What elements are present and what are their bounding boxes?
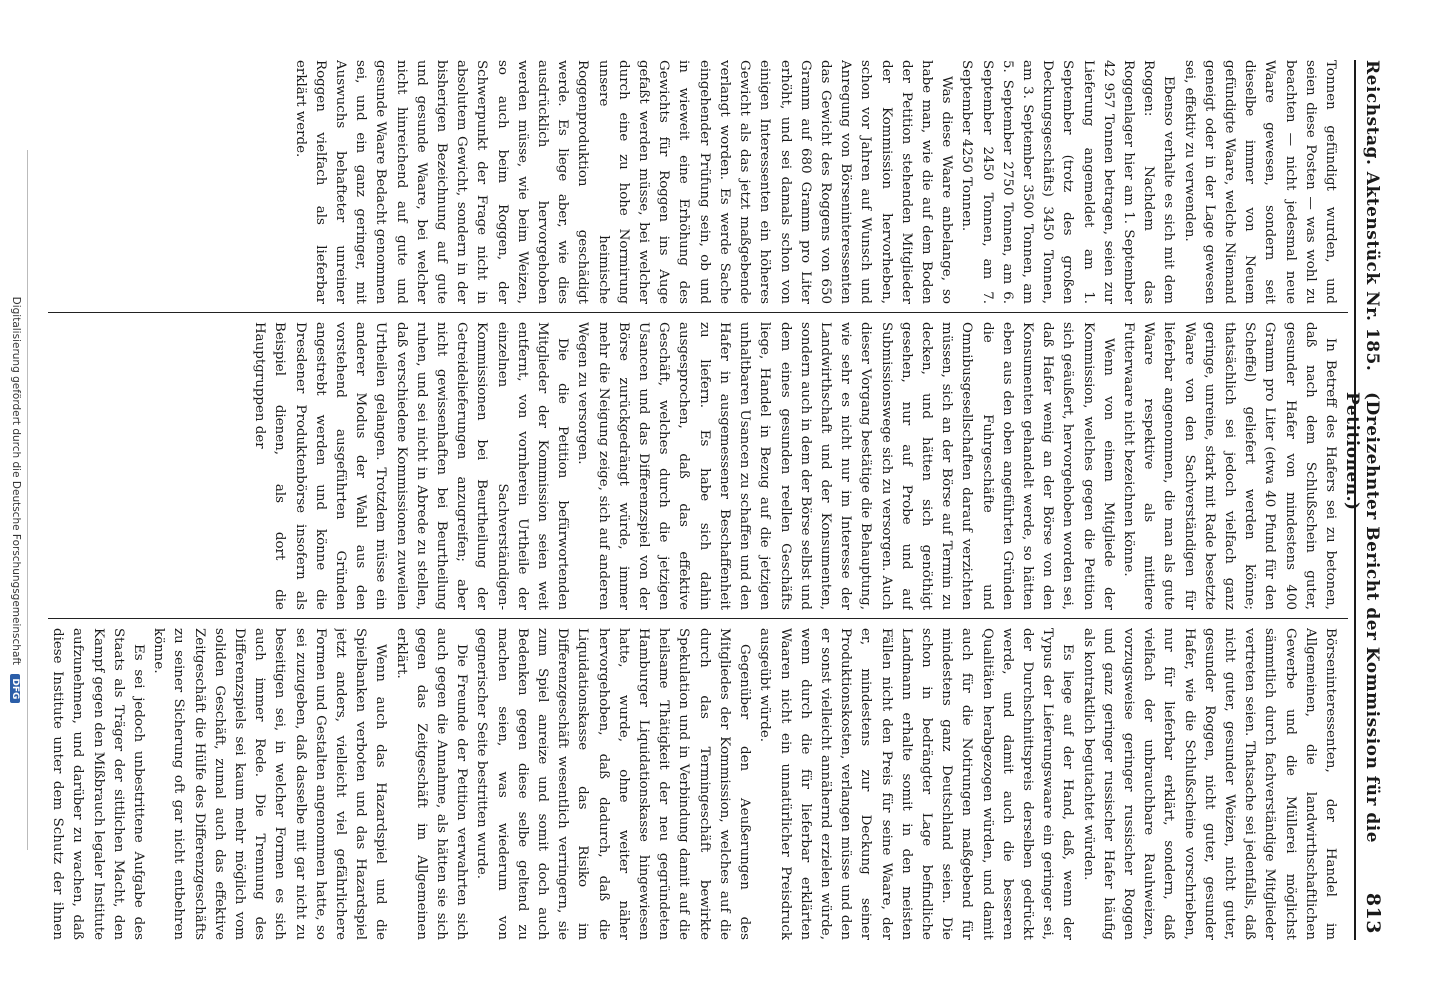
paragraph: Es liege auf der Hand, daß, wenn der Typus der Lieferungswaare ein geringer sei, der Durchschnittspreis derselben gedrückt werde, und damit auch die besseren Qualitäten herabgezogen würden, und damit auch für die Notirungen maßgebend für mindestens ganz Deutschland seien. Die schon in bedrängter Lage befindliche Landmann erhalte somit in den meisten Fällen nicht den Preis für seine Waare, der er, mindestens zur Deckung seiner Produktionskosten, verlangen müsse und den er sonst vielleicht annähernd erzielen würde, wenn durch die für lieferbar erklärten Waaren nicht ein unnatürlicher Preisdruck ausgeübt würde. xyxy=(757,628,1076,940)
paragraph: In Betreff des Hafers sei zu betonen, daß nach dem Schlußschein guter, gesunder Hafer von mindestens 400 Gramm pro Liter (etwa 40 Pfund für den Scheffel) geliefert werden könne; thatsächlich sei jedoch vielfach ganz geringe, unreine, stark mit Rade besetzte Waare von den Sachverständigen für lieferbar angenommen, die man als gute Waare respektive als mittlere Futterwaare nicht bezeichnen könne. xyxy=(1120,322,1338,610)
paragraph: Wenn auch das Hazardspiel und die Spielbanken verboten und das Hazardspiel jetzt anders, vielleicht viel gefährlichere Formen und Gestalten angenommen hatte, so sei zuzugeben, daß dasselbe mit gar nicht zu beseitigen sei, in welcher Formen es sich auch immer Rede. Die Trennung des Differenzspiels sei kaum mehr möglich vom soliden Geschäft, zumal auch das effektive Zeitgeschäft die Hülfe des Differenzgeschäfts zu seiner Sicherung oft gar nicht entbehren könne. xyxy=(151,628,389,940)
text-column-2 xyxy=(50,322,1340,610)
paragraph: Die Freunde der Petition verwahrten sich auch gegen die Annahme, als hätten sie sich gegen das Zeitgeschäft im Allgemeinen erklärt. xyxy=(393,628,470,940)
digitization-footer xyxy=(10,0,22,1000)
text-column-3 xyxy=(50,628,1340,940)
page-number: 813 xyxy=(1362,892,1384,934)
page-header xyxy=(1342,60,1386,940)
paragraph: Ebenso verhalte es sich mit dem Roggen: Nachdem das Roggenlager hier am 1. September 42 957 Tonnen betragen, seien zur Lieferung angemeldet am 1. September (trotz des großen Deckungsgeschäfts) 3450 Tonnen, am 3. September 3500 Tonnen, am 5. September 2750 Tonnen, am 6. September 2450 Tonnen, am 7. September 4250 Tonnen. xyxy=(959,60,1177,304)
footer-rule xyxy=(27,150,28,850)
footer-text: Digitalisierung gefördert durch die Deutsche Forschungsgemeinschaft xyxy=(10,296,22,666)
header-left: Reichstag. Aktenstück Nr. 185. xyxy=(1362,60,1382,372)
paragraph: Tonnen gefündigt wurden, und seien diese Posten — was wohl zu beachten — nicht jedesmal neue Waare gewesen, sondern seit dieselbe immer von Neuem gefündigte Waare, welche Niemand geneigt oder in der Lage gewesen sei, effektiv zu verwenden. xyxy=(1181,60,1338,304)
paragraph: Gegenüber den Aeußerungen des Mitgliedes der Kommission, welches auf die durch das Termingeschäft bewirkte Spekulation und in Verbindung damit auf die heilsame Thätigkeit der neu gegründeten Hamburger Liquidationskasse hingewiesen hatte, wurde, ohne weiter näher hervorgehoben, daß dadurch, daß die Liquidationskasse das Risiko im Differenzgeschäft wesentlich verringern, sie zum Spiel anreize und somit doch auch Bedenken gegen diese selbe geltend zu machen seien, was wiederum von gegnerischer Seite bestritten wurde. xyxy=(474,628,753,940)
paragraph: Was diese Waare anbelange, so habe man, wie die auf dem Boden der Petition stehenden Mitglieder der Kommission hervorheben, schon vor Jahren auf Wunsch und Anregung von Börseninteressenten das Gewicht des Roggens von 650 Gramm auf 680 Gramm pro Liter erhöht, und sei damals schon von einigen Interessenten ein höheres Gewicht als das jetzt maßgebende verlangt worden. Es werde Sache eingehender Prüfung sein, ob und in wieweit eine Erhöhung des Gewichts für Roggen ins Auge gefaßt werden müsse, bei welcher durch eine zu hohe Normirung unsere heimische Roggenproduktion geschädigt werde. Es liege aber, wie dies ausdrücklich hervorgehoben werden müsse, wie beim Weizen, so auch beim Roggen, der Schwerpunkt der Frage nicht in absolutem Gewicht, sondern in der bisherigen Bezeichnung auf gute und gesunde Waare, bei welcher nicht hinreichend auf gute und gesunde Waare Bedacht genommen sei, und ein ganz geringer, mit Auswuchs behafteter unreiner Roggen vielfach als lieferbar erklärt werde. xyxy=(292,60,955,304)
paragraph: Es sei jedoch unbestrittene Aufgabe des Staats als Träger der sittlichen Macht, den Kampf gegen den Mißbrauch legaler Institute aufzunehmen, und darüber zu wachen, daß diese Institute unter dem Schutz der ihnen xyxy=(50,628,147,940)
column-divider xyxy=(48,618,1348,619)
paragraph: Die die Petition befürwortenden Mitglieder der Kommission seien weit entfernt, von vornherein Urtheile der einzelnen Sachverständigen-Kommissionen bei Beurtheilung der Getreidelieferungen anzugreifen; aber nicht gewissenhaften bei Beurtheilung ruhen, und sei nicht in Abrede zu stellen, daß verschiedene Kommissionen zuweilen Urtheilen gelangen. Trotzdem müsse ein anderer Modus der Wahl aus den vorstehend ausgeführten Gründen angestrebt werden und könne die Dresdener Produktenbörse insofern als Beispiel dienen, als dort die Hauptgruppen der xyxy=(252,322,571,610)
paragraph: Börseninteressenten, der Handel im Allgemeinen, die landwirthschaftlichen Gewerbe und die Müllerei möglichst sämmtlich durch fachverständige Mitglieder vertreten seien. Thatsache sei jedenfalls, daß nicht guter, gesunder Weizen, nicht guter, gesunder Roggen, nicht guter, gesunder Hafer, wie die Schlußscheine vorschrieben, nur für lieferbar erklärt, sondern, daß vielfach der unbrauchbare Rauhweizen, vorzugsweise geringer russischer Roggen und ganz geringer russischer Hafer häufig als kontraktlich begutachtet würden. xyxy=(1080,628,1338,940)
column-divider xyxy=(48,312,1348,313)
dfg-logo: DFG xyxy=(10,674,20,703)
paragraph: Wenn von einem Mitgliede der Kommission, welches gegen die Petition sich geäußert, hervorgehoben worden sei, daß Hafer wenig an der Börse von den Konsumenten gehandelt werde, so hätten eben aus den oben angeführten Gründen die Fuhrgeschäfte und Omnibusgesellschaften darauf verzichten müssen, sich an der Börse auf Termin zu decken, und hätten sich genöthigt gesehen, nur auf Probe und auf Submissionswege sich zu versorgen. Auch dieser Vorgang bestätige die Behauptung, wie sehr es nicht nur im Interesse der Landwirthschaft und der Konsumenten, sondern auch in dem der Börse selbst und dem eines gesunden reellen Geschäfts liege, Handel in Bezug auf die jetzigen unhaltbaren Usancen zu schaffen und den Hafer in ausgemessener Beschaffenheit zu liefern. Es habe sich dahin ausgesprochen, daß das effektive Geschäft, welches durch die jetzigen Usancen und das Differenzspiel von der Börse zurückgedrängt würde, immer mehr die Neigung zeige, sich auf anderen Wegen zu versorgen. xyxy=(575,322,1116,610)
header-title: (Dreizehnter Bericht der Kommission für die Petitionen.) xyxy=(1342,392,1382,844)
text-column-1 xyxy=(50,60,1340,304)
